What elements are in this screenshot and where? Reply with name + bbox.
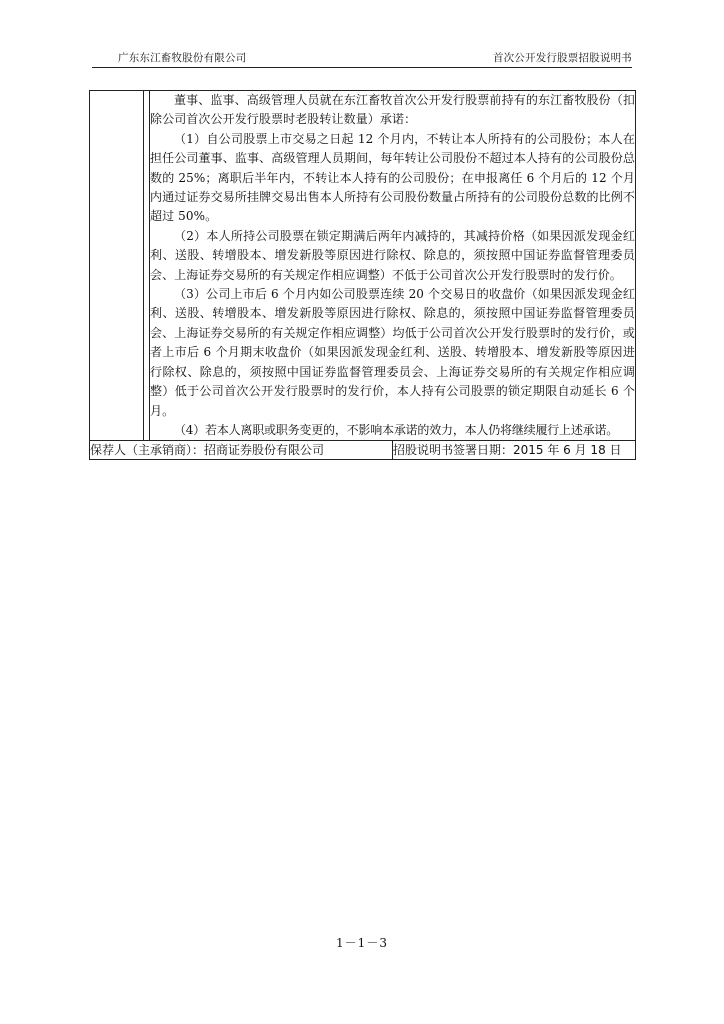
commitment-item-1: （1）自公司股票上市交易之日起 12 个月内，不转让本人所持有的公司股份；本人在担任公司董事、监事、高级管理人员期间，每年转让公司股份不超过本人持有的公司股份总数的 25%；离职后半年内，不转让本人持有的公司股份；在申报离任 6 个月后的 12 个月内通过证券交易所挂牌交易出售本人所持有公司股份数量占所持有的公司股份总数的比例不超过 50%。 xyxy=(150,131,635,224)
commitment-intro: 董事、监事、高级管理人员就在东江畜牧首次公开发行股票前持有的东江畜牧股份（扣除公司首次公开发行股票时老股转让数量）承诺： xyxy=(150,93,635,127)
commitment-content-cell xyxy=(150,91,636,441)
header-rule xyxy=(92,67,632,68)
commitment-item-2: （2）本人所持公司股票在锁定期满后两年内减持的，其减持价格（如果因派发现金红利、送股、转增股本、增发新股等原因进行除权、除息的，须按照中国证券监督管理委员会、上海证券交易所的有关规定作相应调整）不低于公司首次公开发行股票时的发行价。 xyxy=(150,228,635,282)
sponsor-cell: 保荐人（主承销商）：招商证券股份有限公司 xyxy=(90,441,393,460)
commitment-item-3: （3）公司上市后 6 个月内如公司股票连续 20 个交易日的收盘价（如果因派发现金红利、送股、转增股本、增发新股等原因进行除权、除息的，须按照中国证券监督管理委员会、上海证券交易所的有关规定作相应调整）均低于公司首次公开发行股票时的发行价，或者上市后 6 个月期末收盘价（如果因派发现金红利、送股、转增股本、增发新股等原因进行除权、除息的，须按照中国证券监督管理委员会、上海证券交易所的有关规定作相应调整）低于公司首次公开发行股票时的发行价，本人持有公司股票的锁定期限自动延长 6 个月。 xyxy=(150,287,635,418)
commitment-table xyxy=(89,90,636,460)
commitment-item-4: （4）若本人离职或职务变更的，不影响本承诺的效力，本人仍将继续履行上述承诺。 xyxy=(174,422,619,437)
row-label-cell xyxy=(90,91,144,441)
commitment-row xyxy=(90,91,636,441)
sign-date-cell: 招股说明书签署日期：2015 年 6 月 18 日 xyxy=(393,441,636,460)
header-document-title: 首次公开发行股票招股说明书 xyxy=(492,52,632,64)
page-number: 1－1－3 xyxy=(336,936,388,950)
header-company-name: 广东东江畜牧股份有限公司 xyxy=(118,52,247,64)
footer-row xyxy=(90,441,636,460)
